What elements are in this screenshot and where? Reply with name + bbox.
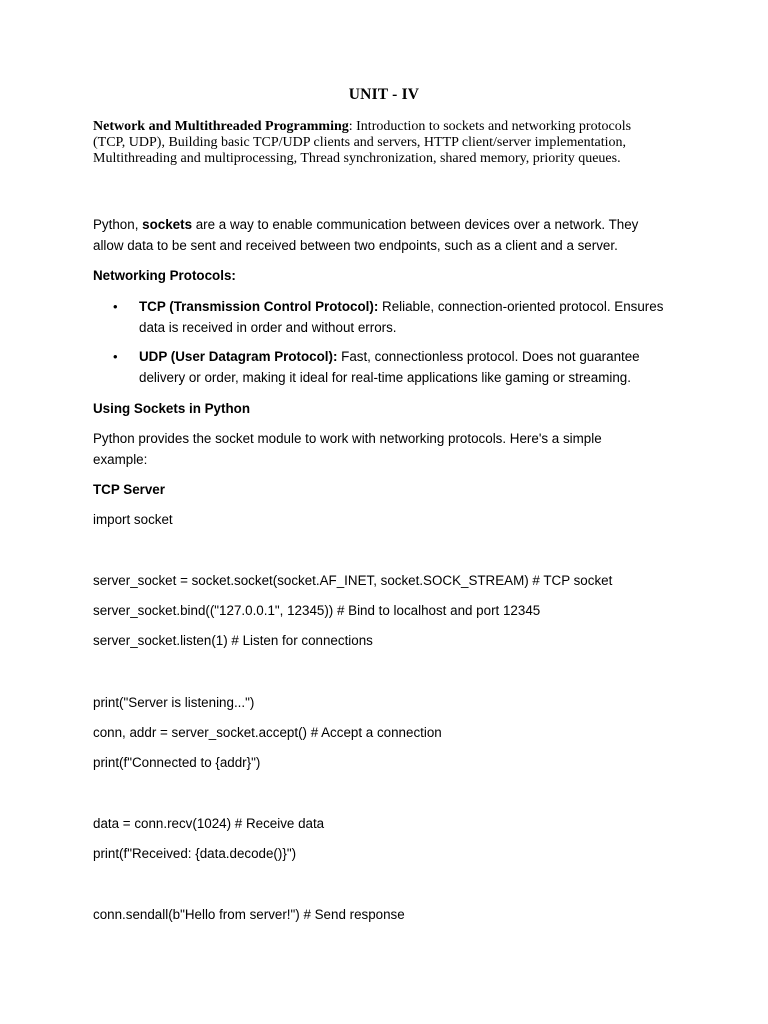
code-line: server_socket.bind(("127.0.0.1", 12345)) # Bind to localhost and port 12345 — [93, 603, 541, 618]
using-sockets-line-1: Python provides the socket module to work with networking protocols. Here's a simple — [93, 431, 602, 446]
syllabus-intro — [93, 119, 683, 167]
networking-protocols-heading: Networking Protocols: — [93, 268, 236, 283]
bullet-udp-term: UDP (User Datagram Protocol): — [139, 349, 338, 364]
code-line: print(f"Received: {data.decode()}") — [93, 846, 297, 861]
bullet-tcp-term: TCP (Transmission Control Protocol): — [139, 299, 379, 314]
bullet-udp-line-1 — [139, 348, 640, 366]
bullet-tcp-line-1 — [139, 298, 663, 316]
bullet-tcp-desc: Reliable, connection-oriented protocol. Ensures — [378, 299, 664, 314]
unit-title: UNIT - IV — [348, 86, 420, 103]
syllabus-topic: Network and Multithreaded Programming — [93, 119, 349, 134]
code-line: server_socket.listen(1) # Listen for connections — [93, 633, 373, 648]
code-line: print("Server is listening...") — [93, 695, 255, 710]
bullet-tcp-line-2: data is received in order and without errors. — [139, 320, 397, 335]
syllabus-line-3: Multithreading and multiprocessing, Thread synchronization, shared memory, priority queues. — [93, 151, 621, 166]
code-line: conn.sendall(b"Hello from server!") # Send response — [93, 907, 405, 922]
using-sockets-heading: Using Sockets in Python — [93, 401, 250, 416]
bullet-marker: • — [113, 299, 118, 314]
sockets-intro-line-1 — [93, 216, 638, 234]
bullet-udp-line-2: delivery or order, making it ideal for real-time applications like gaming or streaming. — [139, 370, 631, 385]
sockets-intro-line-2: allow data to be sent and received between two endpoints, such as a client and a server. — [93, 238, 618, 253]
sockets-intro-rest: are a way to enable communication between devices over a network. They — [192, 217, 639, 232]
code-line: conn, addr = server_socket.accept() # Accept a connection — [93, 725, 442, 740]
tcp-server-heading: TCP Server — [93, 482, 165, 497]
code-line: server_socket = socket.socket(socket.AF_INET, socket.SOCK_STREAM) # TCP socket — [93, 573, 613, 588]
using-sockets-line-2: example: — [93, 452, 148, 467]
bullet-udp-desc: Fast, connectionless protocol. Does not guarantee — [337, 349, 640, 364]
syllabus-topic-rest: : Introduction to sockets and networking protocols — [348, 119, 632, 134]
sockets-keyword: sockets — [142, 217, 193, 232]
syllabus-line-1 — [93, 119, 683, 135]
code-line: data = conn.recv(1024) # Receive data — [93, 816, 325, 831]
code-line: print(f"Connected to {addr}") — [93, 755, 261, 770]
sockets-intro-prefix: Python, — [93, 217, 143, 232]
code-line: import socket — [93, 512, 173, 527]
syllabus-line-2: (TCP, UDP), Building basic TCP/UDP clients and servers, HTTP client/server implementation, — [93, 135, 626, 150]
bullet-marker: • — [113, 349, 118, 364]
